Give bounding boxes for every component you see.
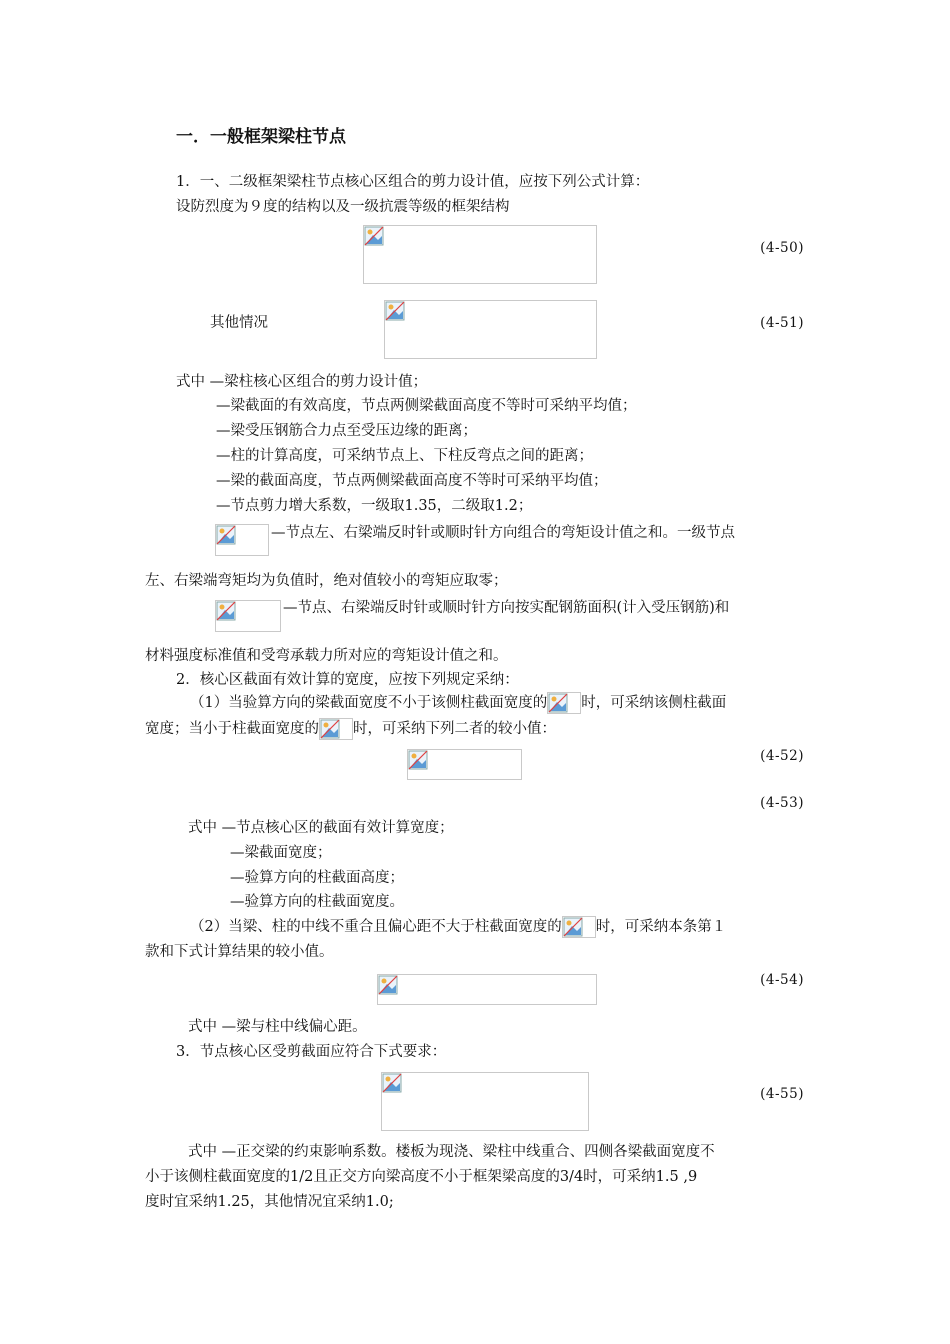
broken-image-icon [563, 917, 583, 937]
inline-image-half [547, 692, 581, 714]
broken-image-icon [320, 719, 340, 739]
item2b-p2a-post: 时，可采纳本条第１ [595, 919, 727, 935]
where1-line1: —梁截面的有效高度，节点两侧梁截面高度不等时可采纳平均值； [216, 398, 637, 414]
equation-number-4-52: (4-52) [760, 748, 804, 764]
broken-image-icon [378, 975, 398, 995]
where1-line7a: —节点、右梁端反时针或顺时针方向按实配钢筋面积(计入受压钢筋)和 [283, 600, 730, 616]
item1-line1: 1．一、二级框架梁柱节点核心区组合的剪力设计值，应按下列公式计算： [176, 174, 650, 190]
broken-image-icon [216, 601, 236, 621]
inline-image-quarter [562, 916, 596, 938]
where1-line5: —节点剪力增大系数，一级取1.35，二级取1.2； [216, 498, 533, 514]
broken-image-icon [548, 693, 568, 713]
item2b-p2a-pre: （2）当梁、柱的中线不重合且偏心距不大于柱截面宽度的 [190, 919, 562, 935]
item3-where-line1: 式中 —正交梁的约束影响系数。楼板为现浇、梁柱中线重合、四侧各梁截面宽度不 [188, 1144, 715, 1160]
item2b-p2a [190, 916, 726, 938]
formula-image-4-55 [381, 1072, 589, 1131]
where1-line4: —梁的截面高度，节点两侧梁截面高度不等时可采纳平均值； [216, 473, 608, 489]
item2b-p2b: 款和下式计算结果的较小值。 [145, 944, 334, 960]
where1-line3: —柱的计算高度，可采纳节点上、下柱反弯点之间的距离； [216, 448, 593, 464]
broken-image-icon [408, 750, 428, 770]
item3-line1: 3．节点核心区受剪截面应符合下式要求： [176, 1044, 447, 1060]
equation-number-4-50: (4-50) [760, 240, 804, 256]
item2-line1: 2．核心区截面有效计算的宽度，应按下列规定采纳： [176, 672, 519, 688]
item2-p1a-pre: （1）当验算方向的梁截面宽度不小于该侧柱截面宽度的 [190, 695, 548, 711]
where1-line0: 式中 —梁柱核心区组合的剪力设计值； [176, 374, 428, 390]
equation-number-4-51: (4-51) [760, 315, 804, 331]
formula-image-4-54 [377, 974, 597, 1005]
broken-image-icon [216, 525, 236, 545]
item3-where-line2: 小于该侧柱截面宽度的1/2且正交方向梁高度不小于框架梁高度的3/4时，可采纳1.5 ,9 [145, 1169, 698, 1185]
where1-line6a: —节点左、右梁端反时针或顺时针方向组合的弯矩设计值之和。一级节点 [271, 525, 735, 541]
item2-p1b-pre: 宽度；当小于柱截面宽度的 [145, 721, 319, 737]
item2-p1a [190, 692, 726, 714]
formula-image-4-51 [384, 300, 597, 359]
broken-image-icon [382, 1073, 402, 1093]
equation-number-4-55: (4-55) [760, 1086, 804, 1102]
equation-number-4-54: (4-54) [760, 972, 804, 988]
formula-image-4-52 [407, 749, 522, 780]
equation-number-4-53: (4-53) [760, 795, 804, 811]
item2-p1a-post: 时，可采纳该侧柱截面 [581, 695, 727, 711]
item2-p1b-post: 时，可采纳下列二者的较小值： [353, 721, 556, 737]
item3-where-line3: 度时宜采纳1.25，其他情况宜采纳1.0; [145, 1194, 394, 1210]
where2-line2: —验算方向的柱截面高度； [230, 870, 404, 886]
where1-line2: —梁受压钢筋合力点至受压边缘的距离； [216, 423, 477, 439]
where1-line7b: 材料强度标准值和受弯承载力所对应的弯矩设计值之和。 [145, 648, 508, 664]
symbol-image-moment-capacity [215, 600, 281, 632]
item2-p1b [145, 718, 556, 740]
item2b-where: 式中 —梁与柱中线偏心距。 [188, 1019, 367, 1035]
where2-line3: —验算方向的柱截面宽度。 [230, 894, 404, 910]
item1-line2: 设防烈度为９度的结构以及一级抗震等级的框架结构 [176, 199, 510, 215]
broken-image-icon [364, 226, 384, 246]
formula-image-4-50 [363, 225, 597, 284]
inline-image-half [319, 718, 353, 740]
where1-line6b: 左、右梁端弯矩均为负值时，绝对值较小的弯矩应取零； [145, 573, 508, 589]
where2-line1: —梁截面宽度； [230, 845, 332, 861]
other-cases-label: 其他情况 [210, 315, 268, 331]
broken-image-icon [385, 301, 405, 321]
symbol-image-moment-sum [215, 524, 269, 556]
where2-line0: 式中 —节点核心区的截面有效计算宽度； [188, 820, 454, 836]
page-heading: 一．一般框架梁柱节点 [176, 127, 346, 147]
